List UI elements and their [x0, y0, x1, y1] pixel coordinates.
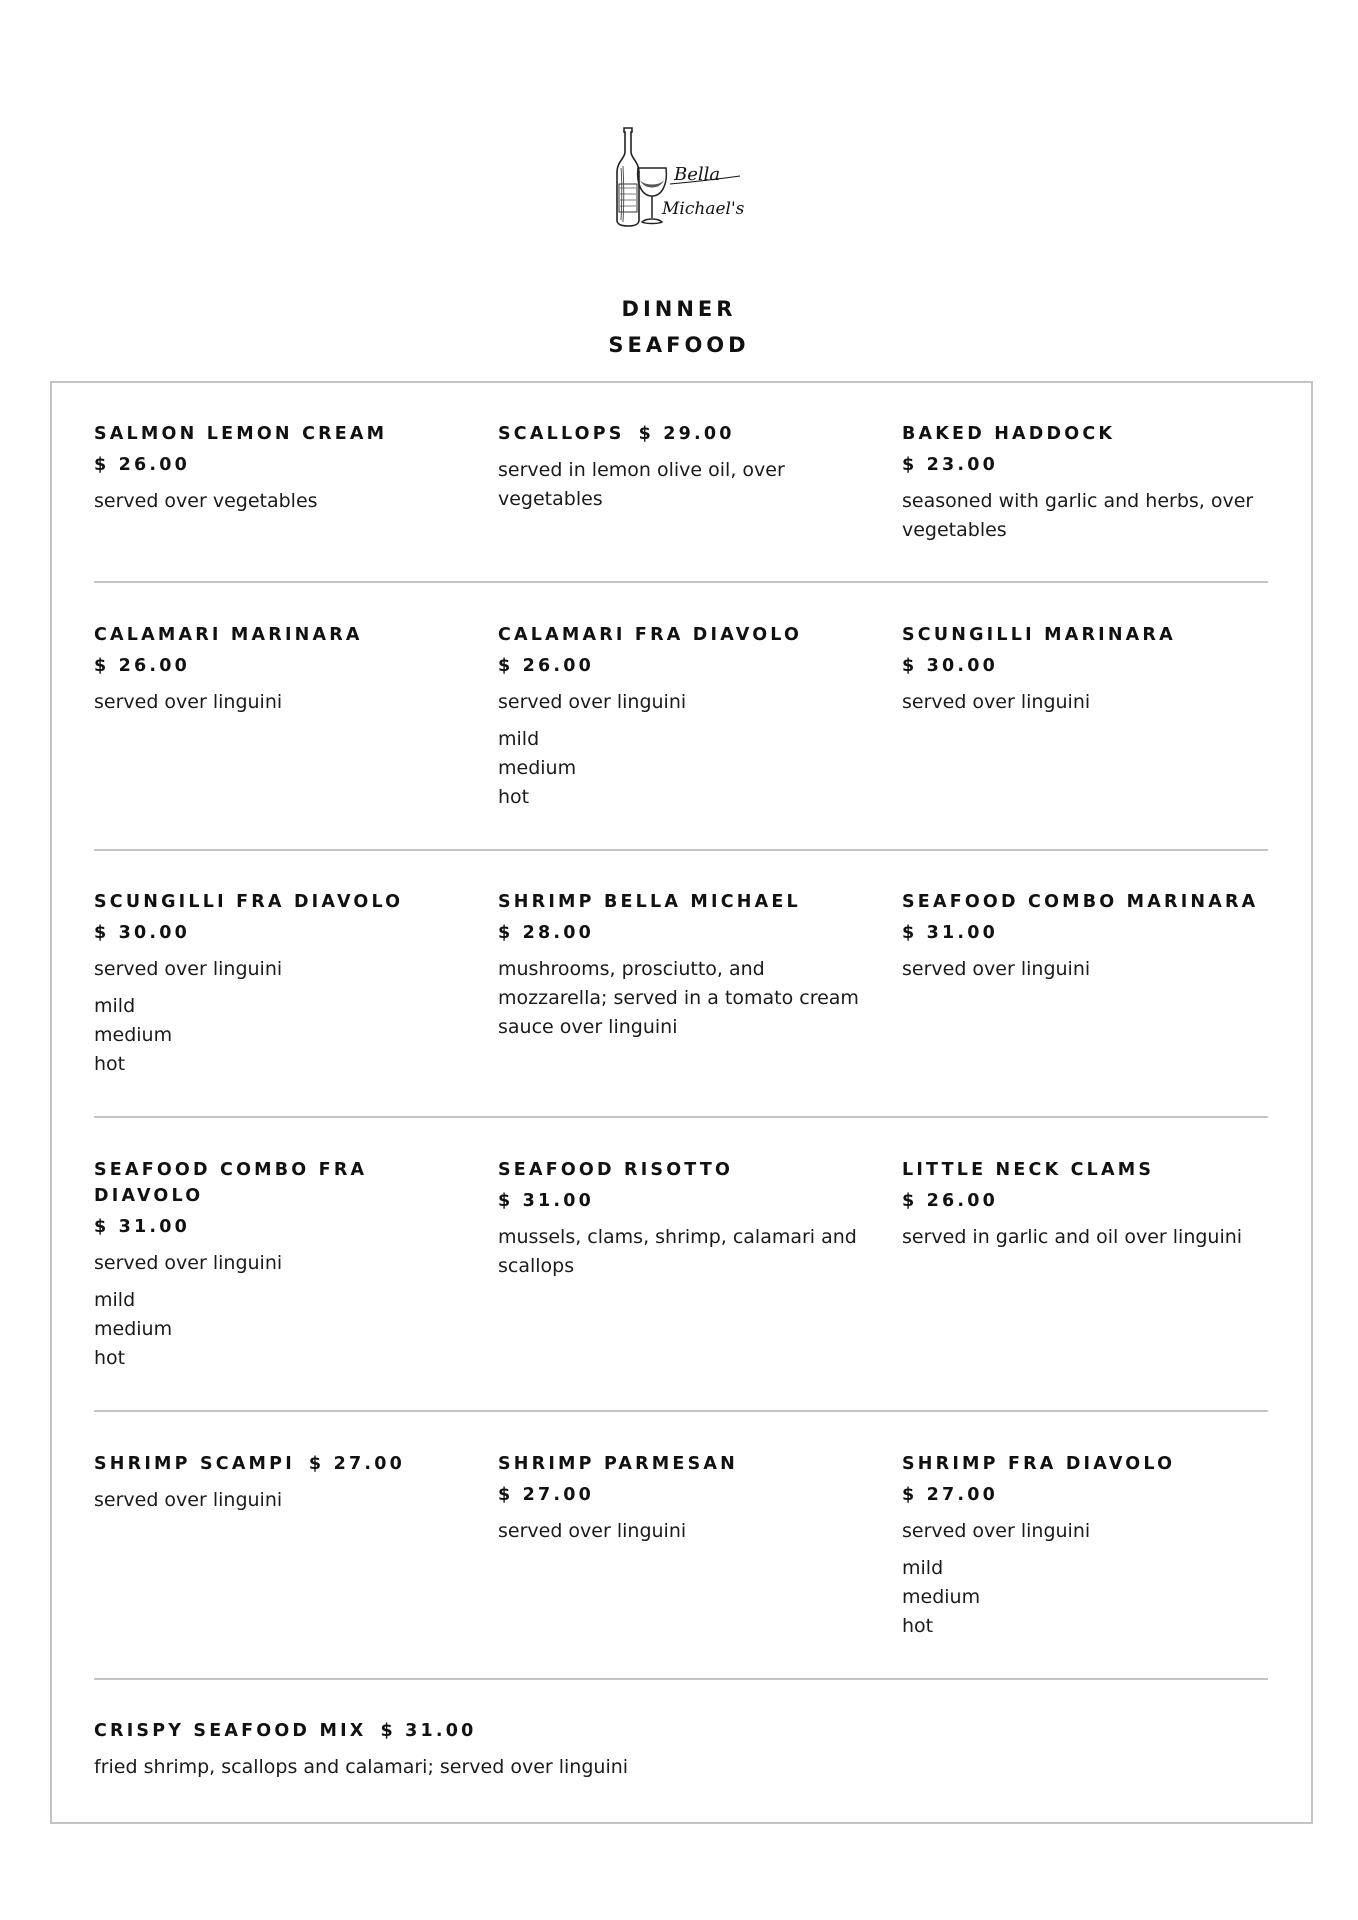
spice-level-medium: medium: [94, 1024, 173, 1046]
item-description: served in lemon olive oil, over vegetables: [498, 459, 785, 510]
menu-item-scallops: [498, 421, 868, 514]
menu-item-little-neck-clams: [902, 1157, 1272, 1252]
item-description: served over linguini: [94, 1489, 283, 1511]
svg-text:Michael's: Michael's: [662, 199, 745, 219]
row-divider: [94, 849, 1268, 851]
menu-item-seafood-risotto: [498, 1157, 868, 1281]
svg-text:Bella: Bella: [674, 164, 721, 185]
item-price: $ 26.00: [94, 455, 191, 475]
item-price: $ 27.00: [902, 1485, 999, 1505]
item-price: $ 27.00: [308, 1454, 405, 1474]
menu-item-scungilli-fra-diavolo: [94, 889, 464, 1079]
item-description: served over linguini: [94, 691, 283, 713]
spice-level-mild: mild: [94, 1289, 136, 1311]
item-description: served over linguini: [902, 1520, 1091, 1542]
spice-level-medium: medium: [498, 757, 577, 779]
item-description: mushrooms, prosciutto, and mozzarella; served in a tomato cream sauce over linguini: [498, 958, 859, 1038]
menu-item-salmon-lemon-cream: [94, 421, 464, 516]
item-name: CALAMARI FRA DIAVOLO: [498, 625, 803, 645]
item-price: $ 29.00: [638, 424, 735, 444]
item-name: SEAFOOD COMBO FRA DIAVOLO: [94, 1160, 368, 1206]
item-description: fried shrimp, scallops and calamari; served over linguini: [94, 1756, 629, 1778]
spice-level-hot: hot: [94, 1347, 126, 1369]
item-description: seasoned with garlic and herbs, over vegetables: [902, 490, 1254, 541]
menu-item-baked-haddock: [902, 421, 1272, 545]
item-name: SHRIMP SCAMPI $ 27.00: [94, 1454, 405, 1474]
menu-item-scungilli-marinara: [902, 622, 1272, 717]
item-description: served over linguini: [498, 1520, 687, 1542]
menu-item-shrimp-scampi: [94, 1451, 464, 1515]
item-name: BAKED HADDOCK: [902, 424, 1116, 444]
menu-item-seafood-combo-fra-diavolo: [94, 1157, 464, 1373]
item-description: served over linguini: [902, 958, 1091, 980]
spice-level-mild: mild: [498, 728, 540, 750]
menu-item-shrimp-bella-michael: [498, 889, 868, 1042]
item-name: SEAFOOD RISOTTO: [498, 1160, 734, 1180]
menu-item-calamari-fra-diavolo: [498, 622, 868, 812]
item-description: served over linguini: [498, 691, 687, 713]
item-price: $ 28.00: [498, 923, 595, 943]
spice-level-mild: mild: [94, 995, 136, 1017]
item-price: $ 27.00: [498, 1485, 595, 1505]
item-price: $ 30.00: [94, 923, 191, 943]
item-name: LITTLE NECK CLAMS: [902, 1160, 1155, 1180]
row-divider: [94, 581, 1268, 583]
item-price: $ 31.00: [94, 1217, 191, 1237]
item-description: mussels, clams, shrimp, calamari and scallops: [498, 1226, 857, 1277]
item-price: $ 31.00: [498, 1191, 595, 1211]
menu-item-calamari-marinara: [94, 622, 464, 717]
spice-level-mild: mild: [902, 1557, 944, 1579]
item-name: SCUNGILLI MARINARA: [902, 625, 1176, 645]
menu-section-title: DINNER: [621, 297, 737, 321]
item-price: $ 30.00: [902, 656, 999, 676]
item-price: $ 23.00: [902, 455, 999, 475]
item-name: SCUNGILLI FRA DIAVOLO: [94, 892, 404, 912]
item-name: SHRIMP FRA DIAVOLO: [902, 1454, 1176, 1474]
item-price: $ 26.00: [498, 656, 595, 676]
spice-level-list: [94, 1286, 464, 1373]
item-name: CALAMARI MARINARA: [94, 625, 363, 645]
menu-item-shrimp-fra-diavolo: [902, 1451, 1272, 1641]
menu-category-title: SEAFOOD: [608, 333, 750, 357]
item-price: $ 26.00: [94, 656, 191, 676]
menu-item-crispy-seafood-mix: [94, 1718, 994, 1782]
item-description: served over linguini: [94, 1252, 283, 1274]
item-price: $ 31.00: [380, 1721, 477, 1741]
spice-level-list: [94, 992, 464, 1079]
item-name: SCALLOPS $ 29.00: [498, 424, 735, 444]
restaurant-logo: [612, 124, 747, 234]
spice-level-medium: medium: [902, 1586, 981, 1608]
spice-level-hot: hot: [902, 1615, 934, 1637]
wine-bottle-glass-logo-icon: [612, 124, 747, 234]
spice-level-hot: hot: [94, 1053, 126, 1075]
row-divider: [94, 1116, 1268, 1118]
item-description: served over linguini: [902, 691, 1091, 713]
row-divider: [94, 1678, 1268, 1680]
item-price: $ 26.00: [902, 1191, 999, 1211]
item-description: served over linguini: [94, 958, 283, 980]
item-price: $ 31.00: [902, 923, 999, 943]
item-description: served in garlic and oil over linguini: [902, 1226, 1243, 1248]
item-name: SALMON LEMON CREAM: [94, 424, 388, 444]
spice-level-medium: medium: [94, 1318, 173, 1340]
spice-level-list: [902, 1554, 1272, 1641]
item-name: CRISPY SEAFOOD MIX $ 31.00: [94, 1721, 477, 1741]
spice-level-hot: hot: [498, 786, 530, 808]
menu-item-seafood-combo-marinara: [902, 889, 1272, 984]
spice-level-list: [498, 725, 868, 812]
item-description: served over vegetables: [94, 490, 318, 512]
item-name: SEAFOOD COMBO MARINARA: [902, 892, 1259, 912]
item-name: SHRIMP PARMESAN: [498, 1454, 738, 1474]
row-divider: [94, 1410, 1268, 1412]
menu-item-shrimp-parmesan: [498, 1451, 868, 1546]
item-name: SHRIMP BELLA MICHAEL: [498, 892, 801, 912]
